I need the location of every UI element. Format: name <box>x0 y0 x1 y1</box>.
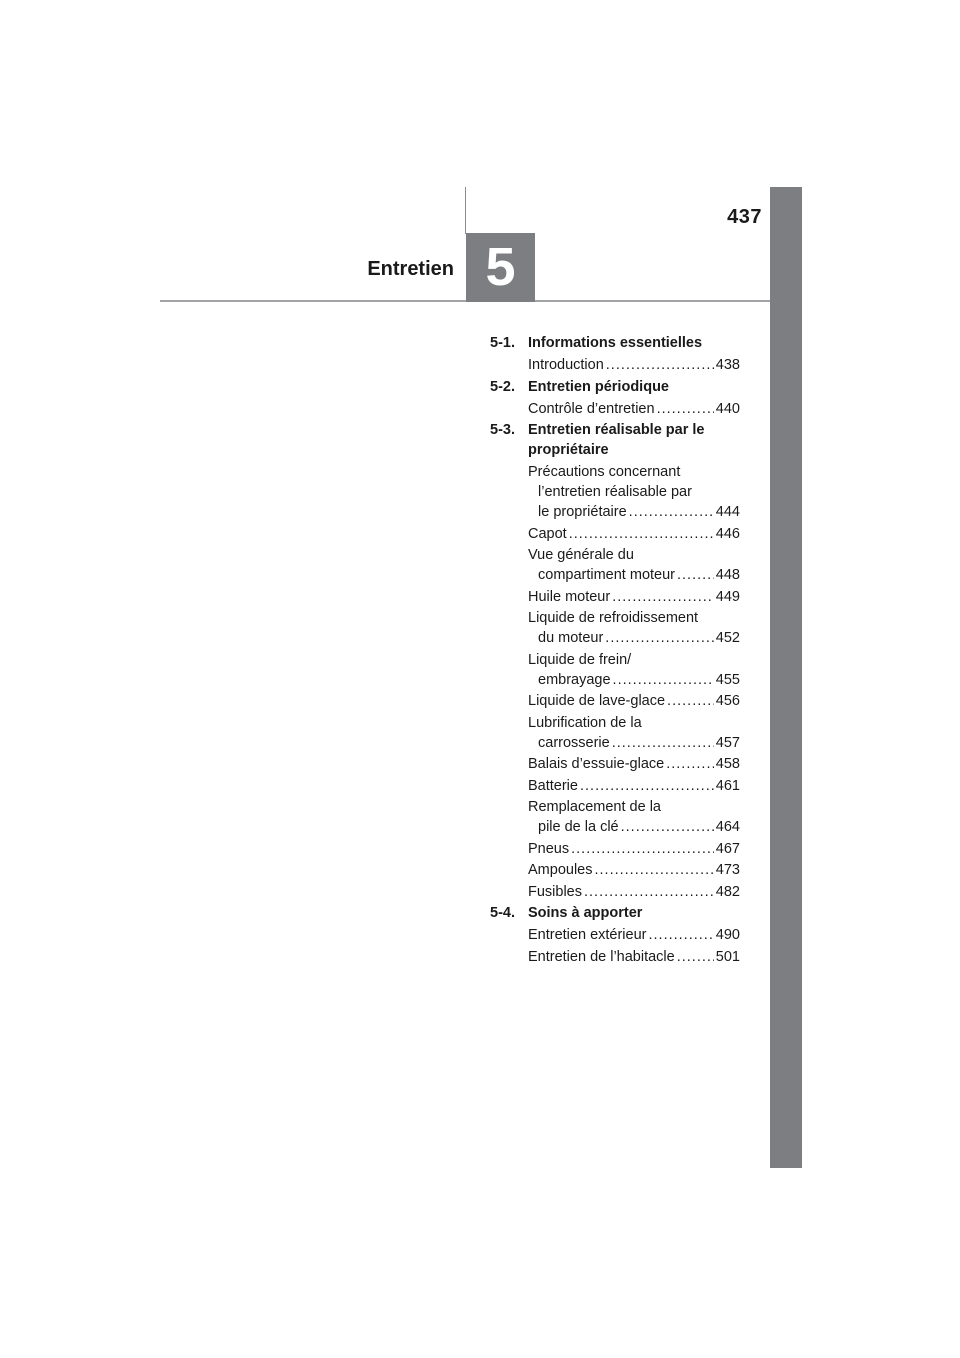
toc-leader-dots <box>594 860 713 880</box>
toc-entry-label: pile de la clé <box>538 819 619 835</box>
toc-page-number[interactable]: 461 <box>715 777 740 794</box>
toc-section <box>490 903 740 967</box>
toc-entry-line <box>528 524 740 544</box>
toc-entry-label: Entretien extérieur <box>528 927 647 943</box>
table-of-contents <box>490 333 740 968</box>
toc-entry-label: Liquide de frein/ <box>528 651 632 668</box>
toc-entry-label: Batterie <box>528 777 578 794</box>
toc-leader-dots <box>613 670 714 690</box>
toc-leader-dots <box>571 839 714 859</box>
toc-leader-dots <box>584 882 714 902</box>
toc-page-number[interactable]: 482 <box>715 883 740 900</box>
toc-section-title: Informations essentielles <box>528 335 703 351</box>
toc-entry-label: Lubrification de la <box>528 714 642 731</box>
toc-entry-line <box>528 733 740 753</box>
toc-entry[interactable] <box>490 462 740 522</box>
toc-entry-label: Pneus <box>528 840 570 857</box>
toc-entry[interactable] <box>490 524 740 544</box>
toc-entry-line <box>528 947 740 967</box>
toc-entry-line <box>528 713 740 733</box>
toc-page-number[interactable]: 464 <box>715 819 740 835</box>
toc-section-title: Soins à apporter <box>528 905 643 921</box>
toc-entry[interactable] <box>490 860 740 880</box>
toc-page-number[interactable]: 440 <box>715 400 740 417</box>
toc-leader-dots <box>621 817 714 837</box>
toc-leader-dots <box>606 355 714 375</box>
toc-section-heading <box>490 420 740 460</box>
toc-entry-line <box>528 817 740 837</box>
toc-entry-label: Fusibles <box>528 883 582 900</box>
toc-leader-dots <box>629 502 714 522</box>
toc-section-heading <box>490 377 740 397</box>
toc-section-title: Entretien périodique <box>528 378 669 395</box>
toc-section <box>490 333 740 375</box>
toc-entry-line <box>528 691 740 711</box>
toc-entry-line <box>528 628 740 648</box>
toc-entry-line <box>528 839 740 859</box>
toc-entry[interactable] <box>490 925 740 945</box>
toc-page-number[interactable]: 473 <box>715 862 740 878</box>
toc-entry[interactable] <box>490 947 740 967</box>
toc-entry-label: Précautions concernant <box>528 464 681 480</box>
toc-entry[interactable] <box>490 650 740 690</box>
toc-entry-line <box>528 925 740 945</box>
toc-section-number: 5-1. <box>490 335 515 351</box>
toc-entry[interactable] <box>490 587 740 607</box>
toc-entry-line <box>528 355 740 375</box>
toc-leader-dots <box>648 925 713 945</box>
toc-entry-line <box>528 565 740 585</box>
toc-entry-label: Capot <box>528 525 567 542</box>
toc-leader-dots <box>657 399 714 419</box>
toc-leader-dots <box>569 524 714 544</box>
toc-entry-label: Vue générale du <box>528 547 634 563</box>
toc-page-number[interactable]: 458 <box>715 756 740 772</box>
chapter-number-box: 5 <box>466 233 535 302</box>
chapter-title: Entretien <box>367 258 454 280</box>
toc-section <box>490 377 740 419</box>
toc-entry-line <box>528 882 740 902</box>
toc-page-number[interactable]: 449 <box>715 588 740 605</box>
toc-entry-line <box>528 860 740 880</box>
toc-leader-dots <box>612 733 714 753</box>
toc-page-number[interactable]: 456 <box>715 693 740 709</box>
toc-section-title: propriétaire <box>528 442 609 458</box>
toc-page-number[interactable]: 446 <box>715 525 740 542</box>
toc-entry-line <box>528 482 740 502</box>
toc-section-number: 5-3. <box>490 422 515 438</box>
toc-entry-line <box>528 587 740 607</box>
toc-entry[interactable] <box>490 713 740 753</box>
toc-page-number[interactable]: 448 <box>715 567 740 583</box>
toc-page-number[interactable]: 455 <box>715 671 740 688</box>
toc-entry-line <box>528 502 740 522</box>
toc-leader-dots <box>677 565 714 585</box>
toc-section <box>490 420 740 902</box>
toc-entry-line <box>528 608 740 628</box>
toc-entry-label: du moteur <box>538 630 604 646</box>
toc-section-number: 5-2. <box>490 378 515 395</box>
toc-section-number: 5-4. <box>490 905 515 921</box>
toc-leader-dots <box>605 628 714 648</box>
toc-page-number[interactable]: 490 <box>715 927 740 943</box>
toc-entry[interactable] <box>490 355 740 375</box>
toc-entry-label: Balais d’essuie-glace <box>528 756 665 772</box>
toc-entry[interactable] <box>490 797 740 837</box>
toc-entry[interactable] <box>490 776 740 796</box>
toc-page-number[interactable]: 457 <box>715 734 740 751</box>
toc-entry[interactable] <box>490 545 740 585</box>
toc-entry-label: Introduction <box>528 357 604 373</box>
toc-entry-line <box>528 399 740 419</box>
toc-section-title: Entretien réalisable par le <box>528 422 705 438</box>
toc-entry-label: Liquide de refroidissement <box>528 610 699 626</box>
toc-entry-line <box>528 545 740 565</box>
toc-page-number[interactable]: 444 <box>715 504 740 520</box>
toc-entry[interactable] <box>490 754 740 774</box>
toc-entry[interactable] <box>490 399 740 419</box>
toc-page-number[interactable]: 438 <box>715 357 740 373</box>
toc-entry-label: Entretien de l’habitacle <box>528 948 675 965</box>
toc-leader-dots <box>666 754 714 774</box>
toc-leader-dots <box>612 587 714 607</box>
chapter-side-tab <box>770 187 802 1168</box>
toc-entry-label: Ampoules <box>528 862 593 878</box>
toc-entry-line <box>528 670 740 690</box>
toc-leader-dots <box>580 776 714 796</box>
toc-entry[interactable] <box>490 839 740 859</box>
toc-entry-line <box>528 776 740 796</box>
toc-section-heading <box>490 333 740 353</box>
toc-page-number[interactable]: 467 <box>715 840 740 857</box>
toc-entry-line <box>528 797 740 817</box>
toc-entry-label: l’entretien réalisable par <box>538 484 692 500</box>
page-number: 437 <box>727 206 762 228</box>
toc-entry[interactable] <box>490 882 740 902</box>
toc-section-heading <box>490 903 740 923</box>
toc-leader-dots <box>667 691 714 711</box>
toc-entry-label: embrayage <box>538 671 611 688</box>
toc-entry-line <box>528 650 740 670</box>
toc-entry-line <box>528 754 740 774</box>
toc-leader-dots <box>677 947 714 967</box>
toc-entry-label: Remplacement de la <box>528 799 661 815</box>
toc-entry-label: carrosserie <box>538 734 610 751</box>
toc-entry-label: Huile moteur <box>528 588 611 605</box>
toc-page-number[interactable]: 501 <box>715 948 740 965</box>
toc-entry-label: le propriétaire <box>538 504 627 520</box>
toc-page-number[interactable]: 452 <box>715 630 740 646</box>
toc-entry[interactable] <box>490 691 740 711</box>
toc-entry-line <box>528 462 740 482</box>
toc-entry-label: compartiment moteur <box>538 567 675 583</box>
toc-entry-label: Liquide de lave-glace <box>528 693 666 709</box>
header-vertical-rule <box>465 187 466 234</box>
toc-entry[interactable] <box>490 608 740 648</box>
toc-entry-label: Contrôle d’entretien <box>528 400 655 417</box>
